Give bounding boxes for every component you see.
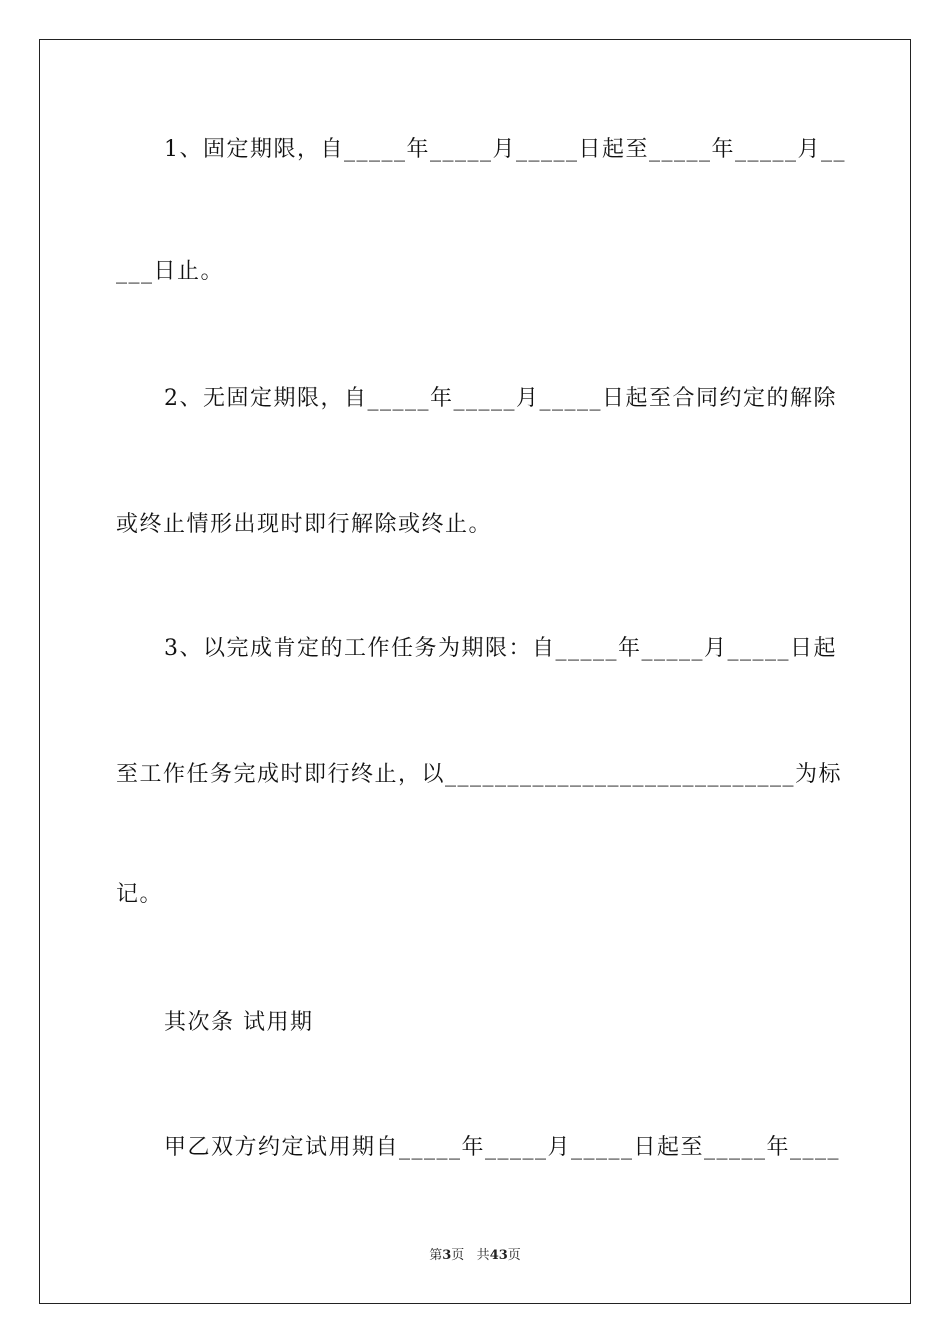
page-border — [39, 39, 911, 1304]
paragraph-line: 或终止情形出现时即行解除或终止。 — [116, 512, 493, 537]
footer-total-prefix: 共 — [476, 1248, 490, 1263]
footer-total-pages: 43 — [489, 1248, 508, 1263]
paragraph-line: ___日止。 — [116, 259, 225, 284]
page-footer — [0, 1247, 950, 1265]
footer-page-suffix: 页 — [451, 1248, 465, 1263]
footer-total-suffix: 页 — [507, 1248, 521, 1263]
paragraph-line: 记。 — [116, 882, 164, 907]
paragraph-line: 2、无固定期限，自_____年_____月_____日起至合同约定的解除 — [164, 386, 837, 411]
paragraph-line: 至工作任务完成时即行终止，以____________________________为标 — [116, 762, 843, 787]
paragraph-line: 3、以完成肯定的工作任务为期限：自_____年_____月_____日起 — [164, 636, 837, 661]
paragraph-line: 1、固定期限，自_____年_____月_____日起至_____年_____月__ — [164, 137, 846, 162]
section-heading: 其次条 试用期 — [164, 1010, 314, 1035]
footer-prefix: 第 — [429, 1248, 443, 1263]
paragraph-line: 甲乙双方约定试用期自_____年_____月_____日起至_____年____ — [164, 1135, 841, 1160]
footer-page-number: 3 — [442, 1248, 452, 1263]
